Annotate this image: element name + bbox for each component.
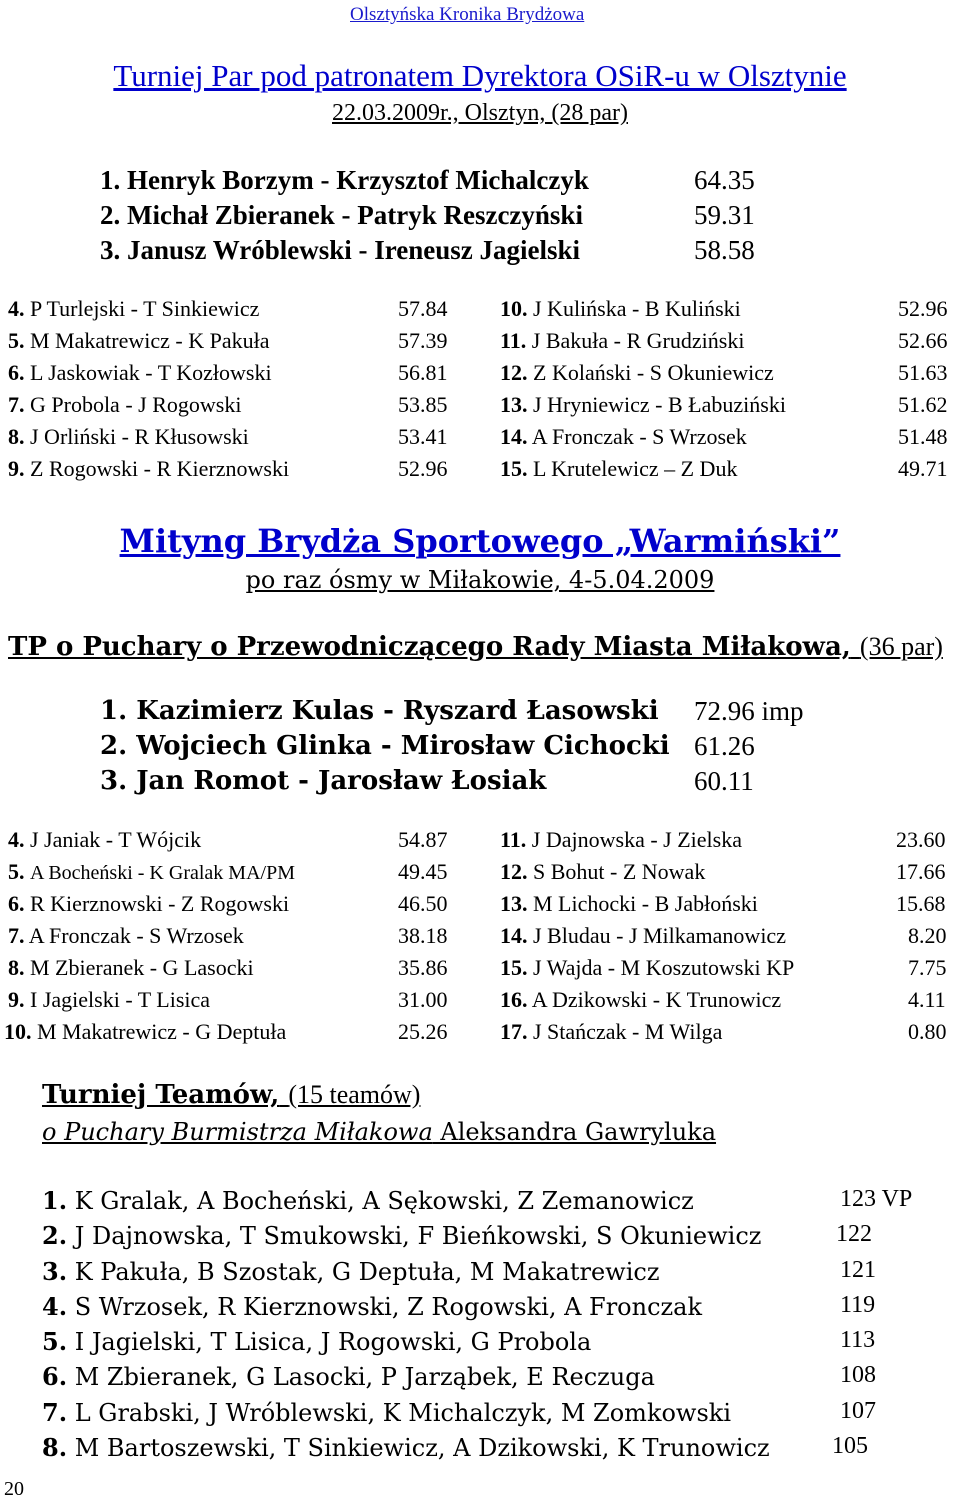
team-row: 8. M Bartoszewski, T Sinkiewicz, A Dzikowski, K Trunowicz 105: [42, 1433, 868, 1462]
result-row: 8. J Orliński - R Kłusowski 53.41: [8, 424, 448, 449]
result-row: 6. R Kierznowski - Z Rogowski 46.50: [8, 891, 448, 916]
pairs-tournament-title: TP o Puchary o Przewodniczącego Rady Miasta Miłakowa, (36 par): [8, 632, 943, 662]
result-row: 15. J Wajda - M Koszutowski KP 7.75: [500, 955, 947, 980]
result-row: 13. J Hryniewicz - B Łabuziński 51.62: [500, 392, 948, 417]
result-row: 4. P Turlejski - T Sinkiewicz 57.84: [8, 296, 448, 321]
teams-tournament-title: Turniej Teamów, (15 teamów): [42, 1080, 421, 1110]
page-number: 20: [4, 1478, 24, 1500]
result-row: 16. A Dzikowski - K Trunowicz 4.11: [500, 987, 946, 1012]
team-row: 3. K Pakuła, B Szostak, G Deptuła, M Makatrewicz 121: [42, 1257, 876, 1286]
result-row: 7. A Fronczak - S Wrzosek 38.18: [8, 923, 448, 948]
result-row: 15. L Krutelewicz – Z Duk 49.71: [500, 456, 948, 481]
result-row: 10. M Makatrewicz - G Deptuła 25.26: [4, 1019, 448, 1044]
result-row: 2. Wojciech Glinka - Mirosław Cichocki 61.26: [100, 731, 755, 761]
result-row: 14. J Bludau - J Milkamanowicz 8.20: [500, 923, 947, 948]
result-row: 5. M Makatrewicz - K Pakuła 57.39: [8, 328, 448, 353]
result-row: 12. Z Kolański - S Okuniewicz 51.63: [500, 360, 948, 385]
result-row: 3. Jan Romot - Jarosław Łosiak 60.11: [100, 766, 754, 796]
team-row: 7. L Grabski, J Wróblewski, K Michalczyk, M Zomkowski 107: [42, 1398, 876, 1427]
result-row: 6. L Jaskowiak - T Kozłowski 56.81: [8, 360, 448, 385]
result-row: 17. J Stańczak - M Wilga 0.80: [500, 1019, 947, 1044]
result-row: 1. Kazimierz Kulas - Ryszard Łasowski 72.96 imp: [100, 696, 804, 726]
result-row: 11. J Bakuła - R Grudziński 52.66: [500, 328, 948, 353]
result-row: 3. Janusz Wróblewski - Ireneusz Jagielski 58.58: [100, 235, 755, 265]
mityng-title: Mityng Brydża Sportowego „Warmiński”: [119, 522, 841, 560]
result-row: 10. J Kulińska - B Kuliński 52.96: [500, 296, 948, 321]
team-row: 4. S Wrzosek, R Kierznowski, Z Rogowski, A Fronczak 119: [42, 1292, 876, 1321]
teams-tournament-subtitle: o Puchary Burmistrza Miłakowa Aleksandra Gawryluka: [42, 1118, 717, 1146]
result-row: 12. S Bohut - Z Nowak 17.66: [500, 859, 946, 884]
result-row: 13. M Lichocki - B Jabłoński 15.68: [500, 891, 946, 916]
result-row: 9. I Jagielski - T Lisica 31.00: [8, 987, 448, 1012]
result-row: 11. J Dajnowska - J Zielska 23.60: [500, 827, 946, 852]
running-header: Olsztyńska Kronika Brydżowa: [350, 4, 585, 25]
team-row: 2. J Dajnowska, T Smukowski, F Bieńkowski, S Okuniewicz 122: [42, 1221, 872, 1250]
team-row: 5. I Jagielski, T Lisica, J Rogowski, G Probola 113: [42, 1327, 876, 1356]
team-row: 1. K Gralak, A Bocheński, A Sękowski, Z Zemanowicz 123 VP: [42, 1186, 913, 1215]
team-row: 6. M Zbieranek, G Lasocki, P Jarząbek, E Reczuga 108: [42, 1362, 876, 1391]
result-row: 14. A Fronczak - S Wrzosek 51.48: [500, 424, 948, 449]
result-row: 1. Henryk Borzym - Krzysztof Michalczyk 64.35: [100, 165, 755, 195]
tournament1-title: Turniej Par pod patronatem Dyrektora OSiR-u w Olsztynie: [113, 58, 847, 93]
result-row: 8. M Zbieranek - G Lasocki 35.86: [8, 955, 448, 980]
mityng-subtitle: po raz ósmy w Miłakowie, 4-5.04.2009: [245, 566, 715, 594]
result-row: 5. A Bocheński - K Gralak MA/PM 49.45: [8, 859, 448, 884]
result-row: 4. J Janiak - T Wójcik 54.87: [8, 827, 448, 852]
result-row: 2. Michał Zbieranek - Patryk Reszczyński 59.31: [100, 200, 755, 230]
result-row: 9. Z Rogowski - R Kierznowski 52.96: [8, 456, 448, 481]
tournament1-subtitle: 22.03.2009r., Olsztyn, (28 par): [332, 100, 628, 126]
result-row: 7. G Probola - J Rogowski 53.85: [8, 392, 448, 417]
